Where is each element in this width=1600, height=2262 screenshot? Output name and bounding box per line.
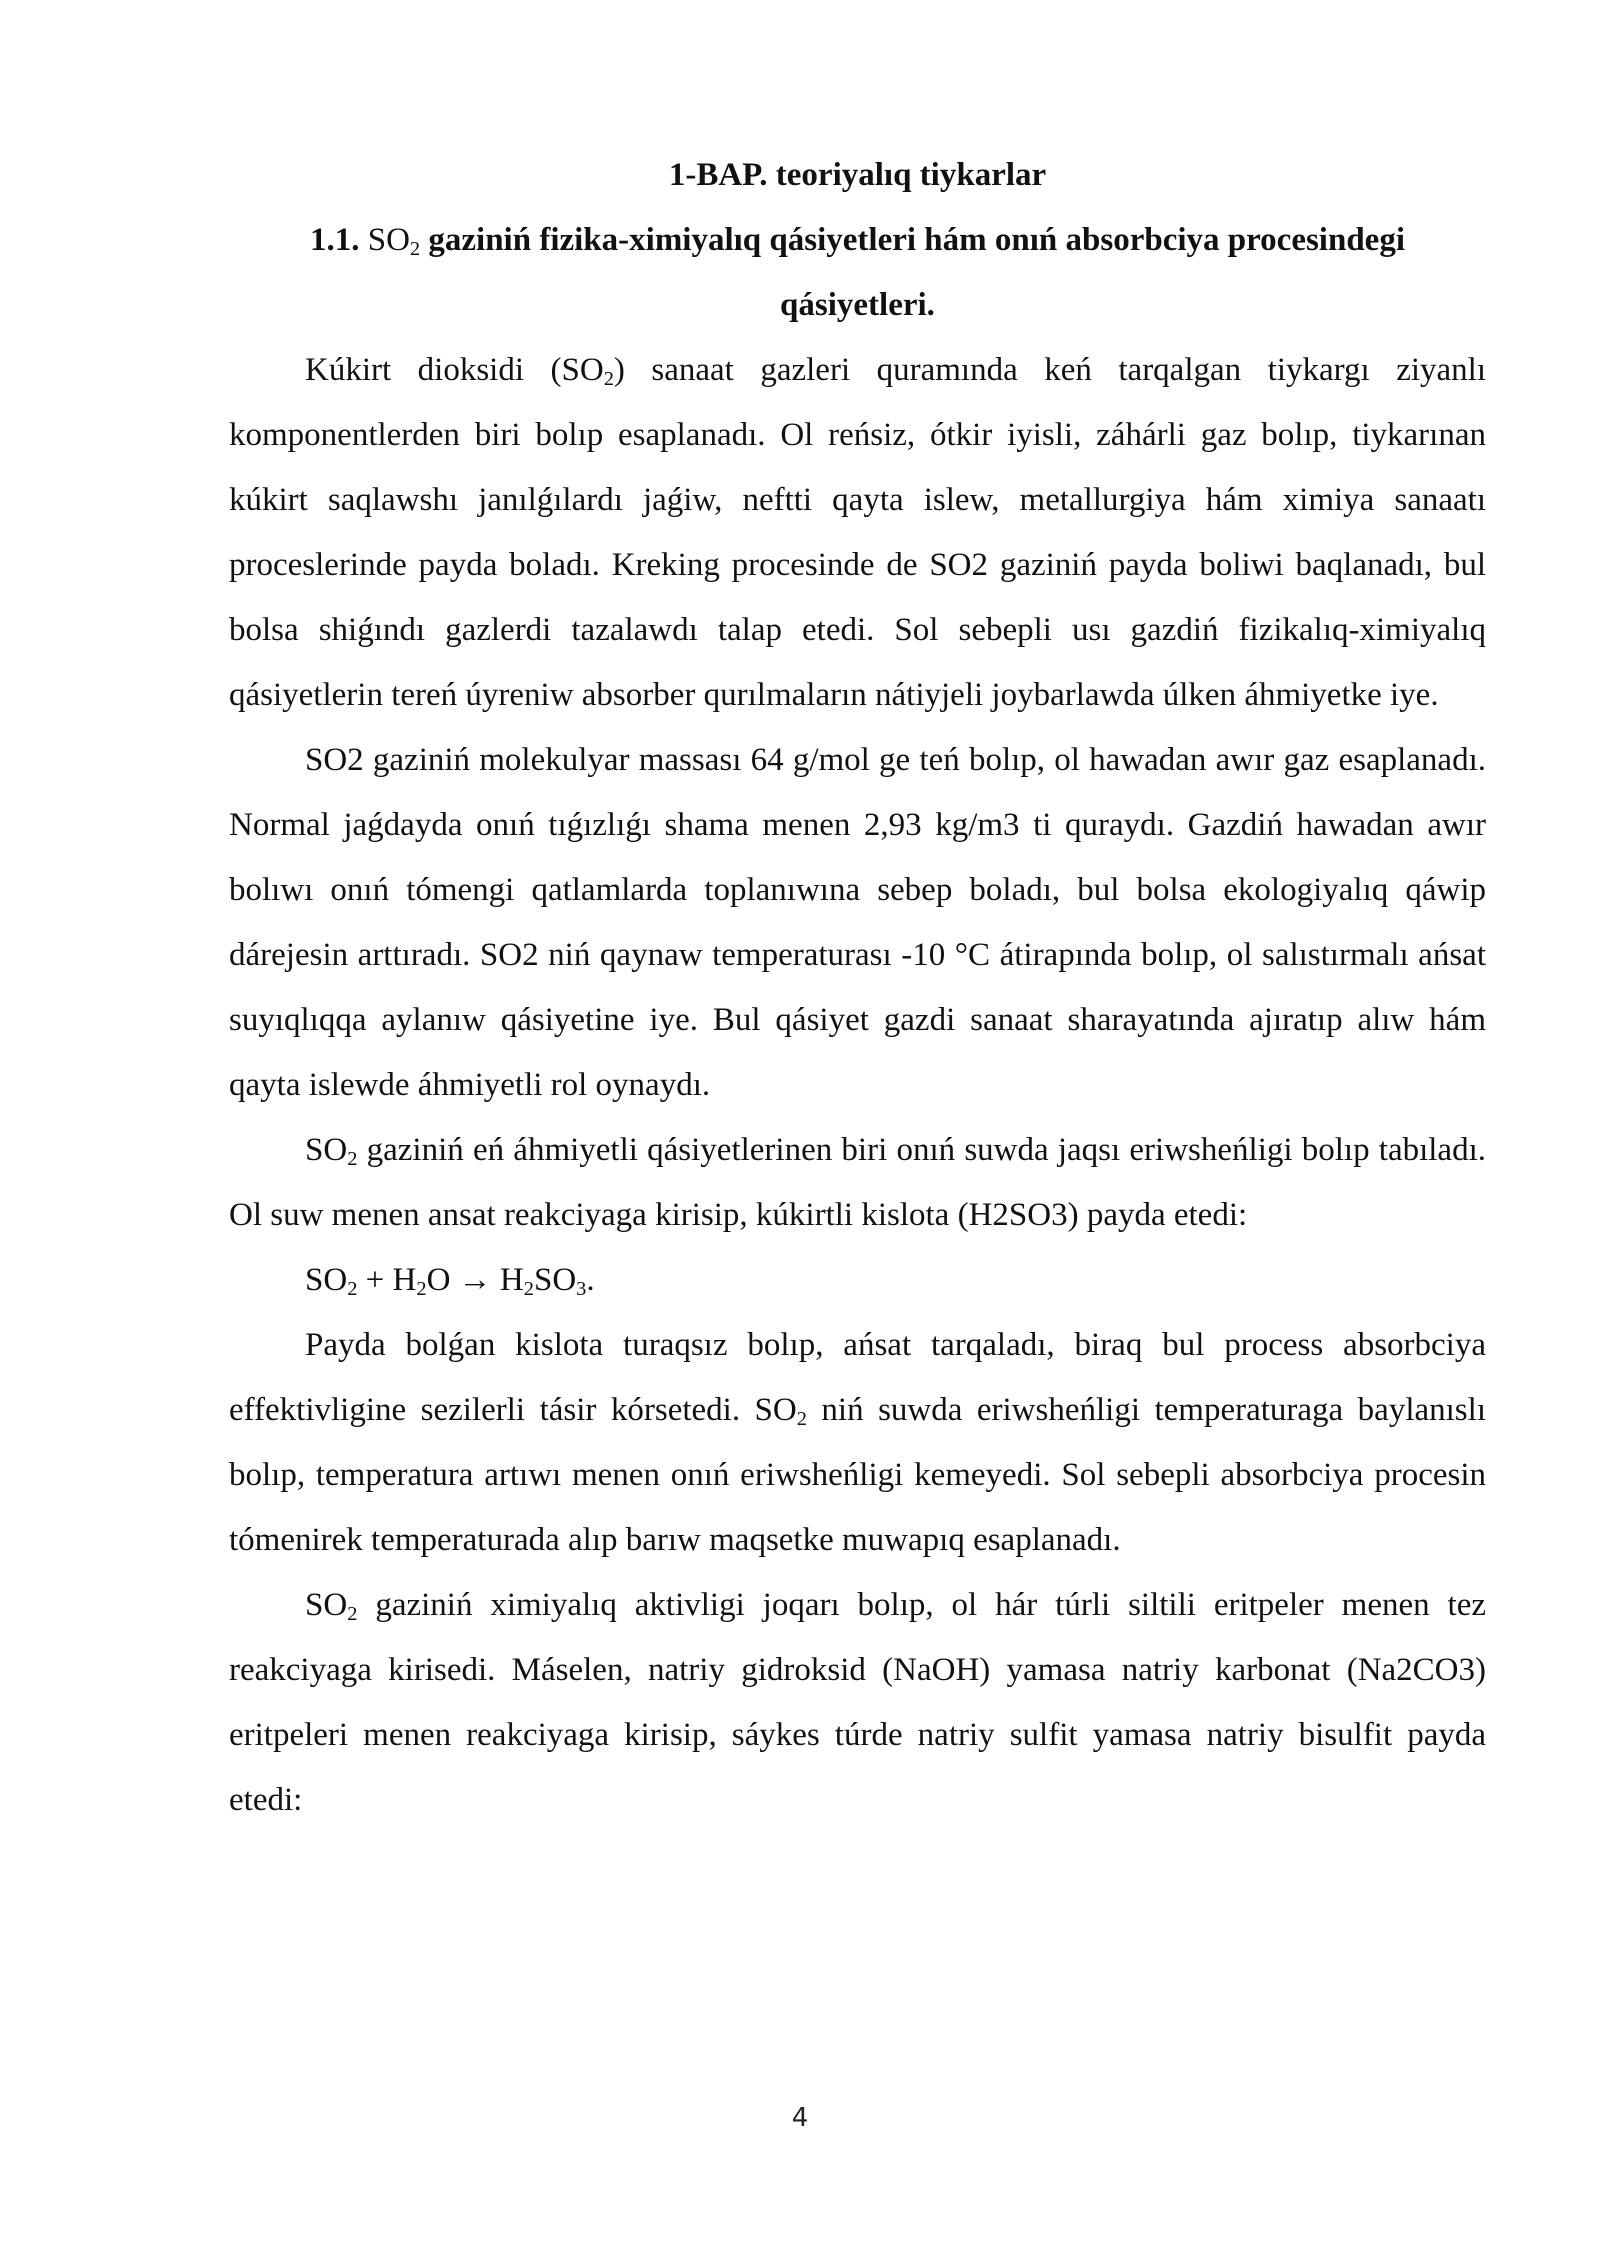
page-number: 4 xyxy=(791,2103,809,2133)
section-title xyxy=(229,208,1486,338)
section-title-text: gaziniń fizika-ximiyalıq qásiyetleri hám onıń absorbciya procesindegi qásiyetleri. xyxy=(420,222,1406,323)
paragraph-1: Kúkirt dioksidi $(SO_2)$ sanaat gazleri quramında keń tarqalgan tiykargı ziyanlı komponentlerden biri bolıp esaplanadı. Ol reńsiz, ótkir iyisli, záhárli gaz bolıp, tiykarınan kúkirt saqlawshı janılǵılardı jaǵiw, neftti qayta islew, metallurgiya hám ximiya sanaatı proceslerinde payda boladı. Kreking procesinde de SO2 gaziniń payda boliwi baqlanadı, bul bolsa shiǵındı gazlerdi tazalawdı talap etedi. Sol sebepli usı gazdiń fizikalıq-ximiyalıq qásiyetlerin tereń úyreniw absorber qurılmaların nátiyjeli joybarlawda úlken áhmiyetke iye. xyxy=(229,352,1486,713)
chapter-title: 1-BAP. teoriyalıq tiykarlar xyxy=(668,157,1047,193)
chemical-equation: $SO_2 + H_2O \to H_2SO_3$. xyxy=(305,1262,595,1301)
page-content xyxy=(229,143,1486,1833)
section-formula: $SO_2$ xyxy=(367,222,421,261)
paragraph-3: $SO_2$ gaziniń eń áhmiyetli qásiyetlerinen biri onıń suwda jaqsı eriwsheńligi bolıp tabıladı. Ol suw menen ansat reakciyaga kirisip, kúkirtli kislota (H2SO3) payda etedi: xyxy=(229,1132,1486,1233)
paragraph-2: SO2 gaziniń molekulyar massası 64 g/mol ge teń bolıp, ol hawadan awır gaz esaplanadı. Normal jaǵdayda onıń tıǵızlıǵı shama menen 2,93 kg/m3 ti quraydı. Gazdiń hawadan awır bolıwı onıń tómengi qatlamlarda toplanıwına sebep boladı, bul bolsa ekologiyalıq qáwip dárejesin arttıradı. SO2 niń qaynaw temperaturası -10 °C átirapında bolıp, ol salıstırmalı ańsat suyıqlıqqa aylanıw qásiyetine iye. Bul qásiyet gazdi sanaat sharayatında ajıratıp alıw hám qayta islewde áhmiyetli rol oynaydı. xyxy=(229,742,1486,1103)
paragraph-5: $SO_2$ gaziniń ximiyalıq aktivligi joqarı bolıp, ol hár túrli siltili eritpeler menen tez reakciyaga kirisedi. Máselen, natriy gidroksid (NaOH) yamasa natriy karbonat (Na2CO3) eritpeleri menen reakciyaga kirisip, sáykes túrde natriy sulfit yamasa natriy bisulfit payda etedi: xyxy=(229,1587,1486,1818)
paragraph-4: Payda bolǵan kislota turaqsız bolıp, ańsat tarqaladı, biraq bul process absorbciya effektivligine sezilerli tásir kórsetedi. $SO_2$ niń suwda eriwsheńligi temperaturaga baylanıslı bolıp, temperatura artıwı menen onıń eriwsheńligi kemeyedi. Sol sebepli absorbciya procesin tómenirek temperaturada alıp barıw maqsetke muwapıq esaplanadı. xyxy=(229,1327,1486,1558)
section-number: 1.1. xyxy=(309,222,360,258)
